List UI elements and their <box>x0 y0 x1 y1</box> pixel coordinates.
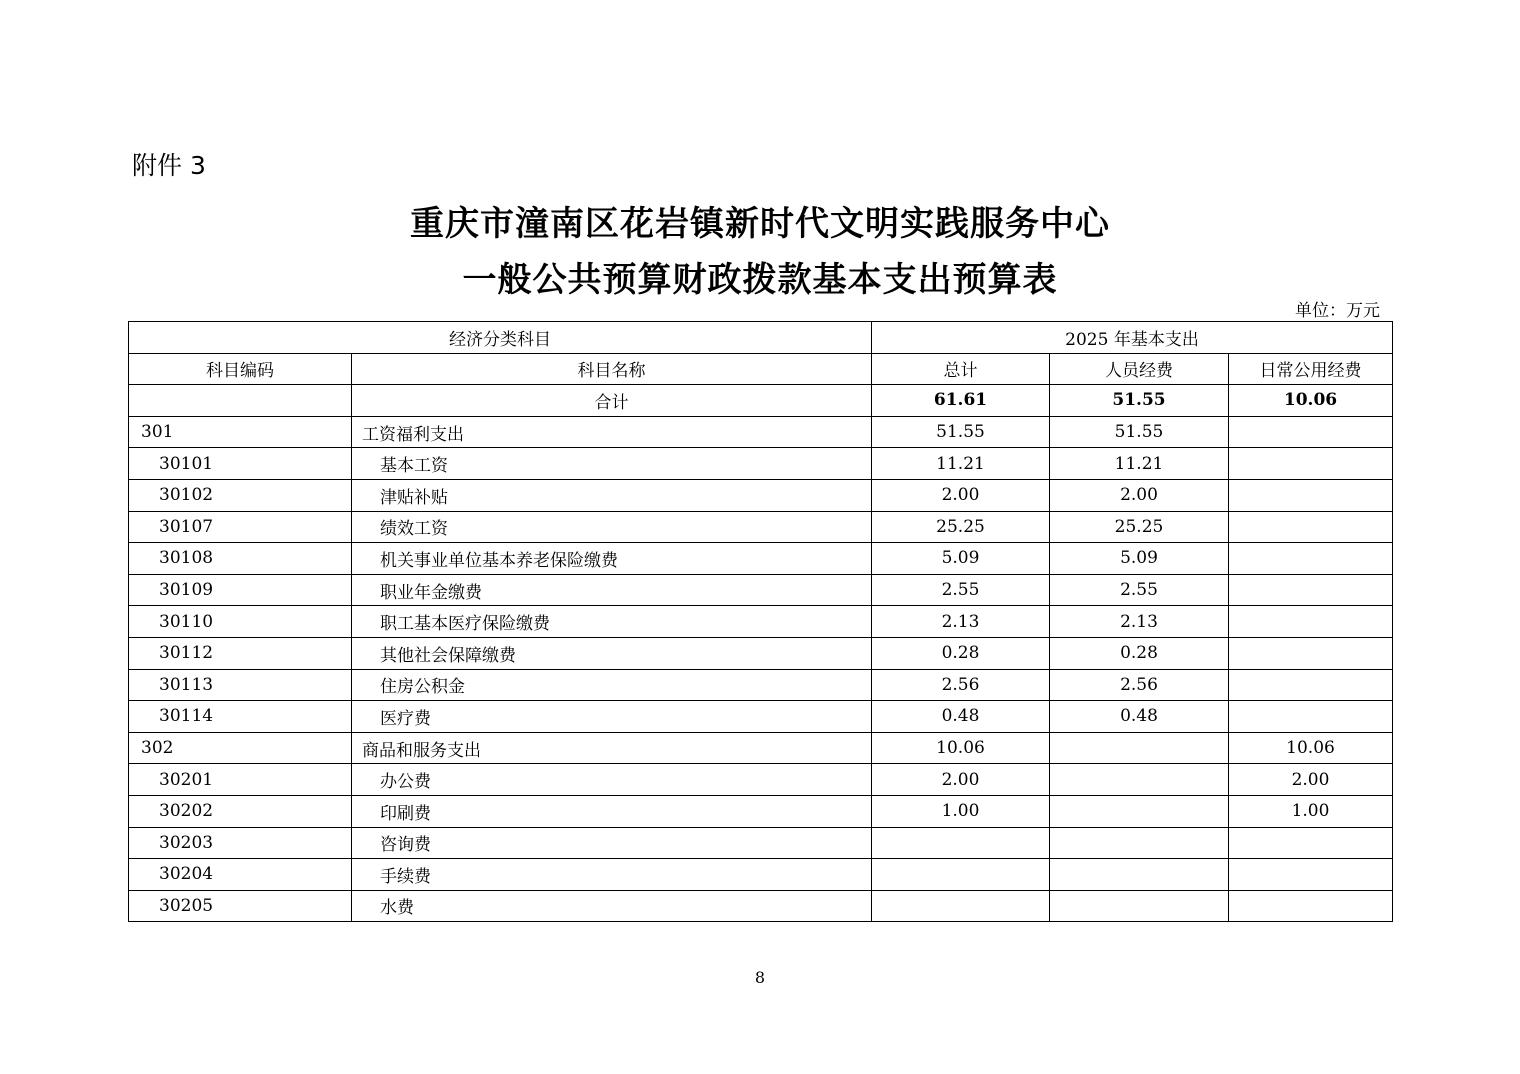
unit-label: 单位：万元 <box>1295 301 1380 321</box>
public-cell <box>1229 511 1393 543</box>
name-cell: 工资福利支出 <box>352 416 872 448</box>
public-cell <box>1229 890 1393 922</box>
column-header-name: 科目名称 <box>352 353 872 385</box>
code-cell: 30204 <box>129 859 352 891</box>
personnel-cell: 2.00 <box>1050 479 1229 511</box>
sum-total: 61.61 <box>872 385 1050 417</box>
code-cell: 30203 <box>129 827 352 859</box>
name-cell: 职业年金缴费 <box>352 574 872 606</box>
personnel-cell <box>1050 732 1229 764</box>
table-row <box>129 511 1393 543</box>
total-cell: 0.48 <box>872 701 1050 733</box>
name-cell: 绩效工资 <box>352 511 872 543</box>
public-cell <box>1229 669 1393 701</box>
table-row <box>129 416 1393 448</box>
total-cell: 2.55 <box>872 574 1050 606</box>
total-cell: 1.00 <box>872 795 1050 827</box>
name-cell: 水费 <box>352 890 872 922</box>
code-cell: 30110 <box>129 606 352 638</box>
sum-row <box>129 385 1393 417</box>
table-row <box>129 795 1393 827</box>
total-cell <box>872 827 1050 859</box>
name-cell: 基本工资 <box>352 448 872 480</box>
total-cell <box>872 890 1050 922</box>
personnel-cell: 5.09 <box>1050 543 1229 575</box>
table-column-header-row <box>129 353 1393 385</box>
name-cell: 职工基本医疗保险缴费 <box>352 606 872 638</box>
personnel-cell <box>1050 795 1229 827</box>
name-cell: 办公费 <box>352 764 872 796</box>
total-cell: 2.13 <box>872 606 1050 638</box>
name-cell: 津贴补贴 <box>352 479 872 511</box>
page-title-line1: 重庆市潼南区花岩镇新时代文明实践服务中心 <box>410 204 1110 244</box>
total-cell: 2.00 <box>872 764 1050 796</box>
page-number: 8 <box>754 968 766 987</box>
name-cell: 医疗费 <box>352 701 872 733</box>
table-group-header-row <box>129 322 1393 354</box>
public-cell: 10.06 <box>1229 732 1393 764</box>
name-cell: 咨询费 <box>352 827 872 859</box>
public-cell <box>1229 543 1393 575</box>
personnel-cell <box>1050 890 1229 922</box>
code-cell: 30201 <box>129 764 352 796</box>
column-header-code: 科目编码 <box>129 353 352 385</box>
code-cell: 301 <box>129 416 352 448</box>
sum-public: 10.06 <box>1229 385 1393 417</box>
name-cell: 手续费 <box>352 859 872 891</box>
public-cell <box>1229 637 1393 669</box>
public-cell <box>1229 416 1393 448</box>
table-row <box>129 543 1393 575</box>
public-cell <box>1229 479 1393 511</box>
public-cell <box>1229 701 1393 733</box>
code-cell: 30202 <box>129 795 352 827</box>
table-row <box>129 479 1393 511</box>
name-cell: 印刷费 <box>352 795 872 827</box>
code-cell: 30113 <box>129 669 352 701</box>
sum-code-cell <box>129 385 352 417</box>
attachment-label: 附件 3 <box>132 151 206 180</box>
code-cell: 30109 <box>129 574 352 606</box>
public-cell: 1.00 <box>1229 795 1393 827</box>
name-cell: 机关事业单位基本养老保险缴费 <box>352 543 872 575</box>
table-row <box>129 669 1393 701</box>
table-row <box>129 448 1393 480</box>
public-cell <box>1229 606 1393 638</box>
table-body <box>129 385 1393 922</box>
total-cell: 11.21 <box>872 448 1050 480</box>
sum-label: 合计 <box>352 385 872 417</box>
table-row <box>129 764 1393 796</box>
personnel-cell: 11.21 <box>1050 448 1229 480</box>
code-cell: 30107 <box>129 511 352 543</box>
table-row <box>129 701 1393 733</box>
personnel-cell: 0.48 <box>1050 701 1229 733</box>
total-cell: 2.00 <box>872 479 1050 511</box>
personnel-cell <box>1050 764 1229 796</box>
code-cell: 30102 <box>129 479 352 511</box>
column-header-personnel: 人员经费 <box>1050 353 1229 385</box>
table-row <box>129 637 1393 669</box>
column-header-public: 日常公用经费 <box>1229 353 1393 385</box>
total-cell <box>872 859 1050 891</box>
personnel-cell <box>1050 859 1229 891</box>
public-cell <box>1229 827 1393 859</box>
personnel-cell: 2.55 <box>1050 574 1229 606</box>
personnel-cell: 25.25 <box>1050 511 1229 543</box>
personnel-cell: 2.13 <box>1050 606 1229 638</box>
table-row <box>129 606 1393 638</box>
table-row <box>129 859 1393 891</box>
total-cell: 51.55 <box>872 416 1050 448</box>
public-cell <box>1229 574 1393 606</box>
public-cell <box>1229 859 1393 891</box>
name-cell: 商品和服务支出 <box>352 732 872 764</box>
table-row <box>129 574 1393 606</box>
code-cell: 30101 <box>129 448 352 480</box>
code-cell: 30108 <box>129 543 352 575</box>
total-cell: 0.28 <box>872 637 1050 669</box>
public-cell <box>1229 448 1393 480</box>
sum-personnel: 51.55 <box>1050 385 1229 417</box>
personnel-cell: 51.55 <box>1050 416 1229 448</box>
total-cell: 5.09 <box>872 543 1050 575</box>
total-cell: 10.06 <box>872 732 1050 764</box>
code-cell: 30112 <box>129 637 352 669</box>
group-header-basic-expenditure: 2025 年基本支出 <box>872 322 1393 354</box>
total-cell: 2.56 <box>872 669 1050 701</box>
budget-table <box>128 321 1393 922</box>
personnel-cell: 2.56 <box>1050 669 1229 701</box>
personnel-cell <box>1050 827 1229 859</box>
total-cell: 25.25 <box>872 511 1050 543</box>
table-row <box>129 732 1393 764</box>
name-cell: 其他社会保障缴费 <box>352 637 872 669</box>
table-row <box>129 827 1393 859</box>
code-cell: 30114 <box>129 701 352 733</box>
column-header-total: 总计 <box>872 353 1050 385</box>
page-title-line2: 一般公共预算财政拨款基本支出预算表 <box>462 260 1058 300</box>
personnel-cell: 0.28 <box>1050 637 1229 669</box>
code-cell: 30205 <box>129 890 352 922</box>
code-cell: 302 <box>129 732 352 764</box>
table-row <box>129 890 1393 922</box>
public-cell: 2.00 <box>1229 764 1393 796</box>
group-header-economic-class: 经济分类科目 <box>129 322 872 354</box>
name-cell: 住房公积金 <box>352 669 872 701</box>
